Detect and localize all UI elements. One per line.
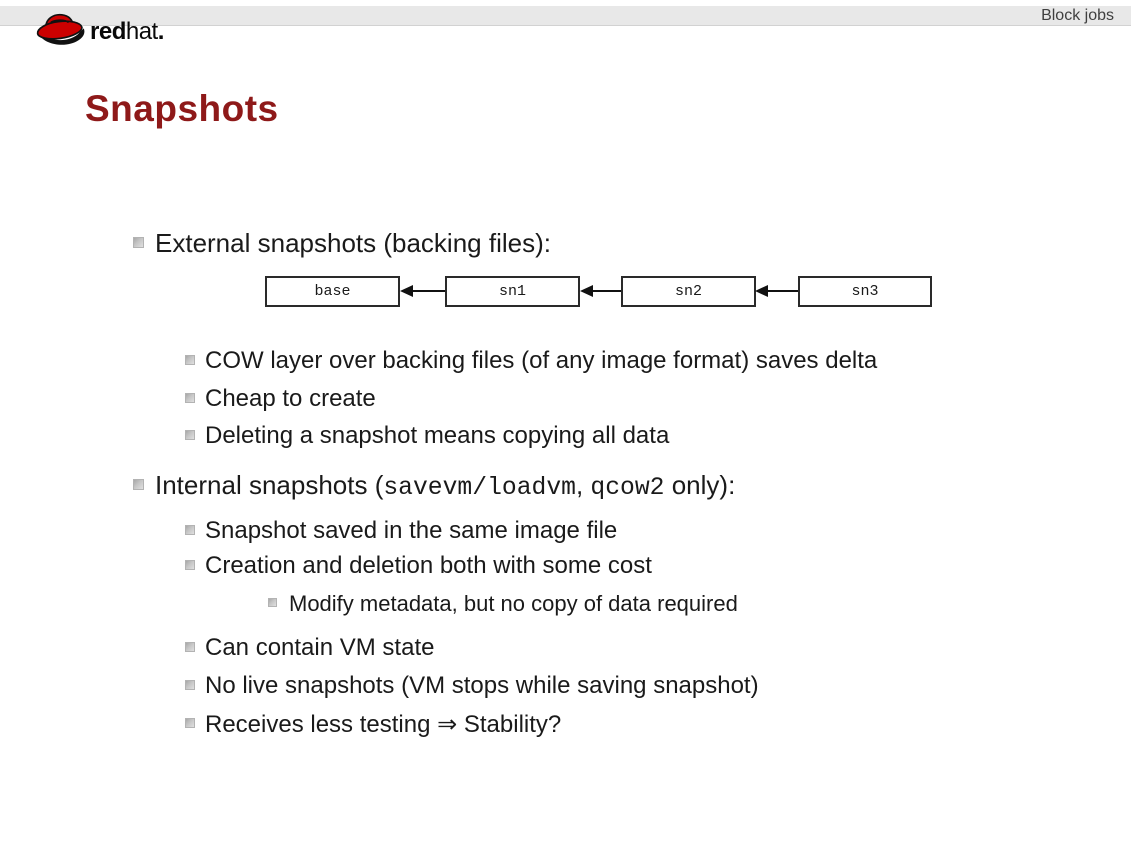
bullet-square-icon <box>185 393 195 403</box>
bullet-square-icon <box>185 355 195 365</box>
bullet-square-icon <box>133 479 144 490</box>
bullet-square-icon <box>268 598 277 607</box>
bullet-cheap-create <box>185 385 376 413</box>
mono-savevm-loadvm: savevm/loadvm <box>383 474 576 502</box>
bullet-creation-deletion-cost <box>185 552 652 580</box>
diagram-box-base: base <box>265 276 400 307</box>
bullet-label: No live snapshots (VM stops while saving snapshot) <box>205 672 759 699</box>
bullet-label: Receives less testing ⇒ Stability? <box>205 711 562 738</box>
bullet-label: Can contain VM state <box>205 634 435 661</box>
left-arrow-icon <box>755 276 798 307</box>
diagram-box-sn1: sn1 <box>445 276 580 307</box>
bullet-modify-metadata <box>268 591 738 617</box>
header-section-label: Block jobs <box>1041 7 1114 24</box>
left-arrow-icon <box>580 276 621 307</box>
bullet-square-icon <box>185 430 195 440</box>
mono-qcow2: qcow2 <box>590 474 665 502</box>
bullet-label: Creation and deletion both with some cost <box>205 552 652 579</box>
bullet-internal-snapshots <box>133 470 735 502</box>
bullet-label: External snapshots (backing files): <box>155 228 551 258</box>
diagram-box-sn2: sn2 <box>621 276 756 307</box>
bullet-square-icon <box>185 642 195 652</box>
bullet-label: COW layer over backing files (of any image format) saves delta <box>205 347 878 374</box>
bullet-square-icon <box>185 560 195 570</box>
bullet-label: Snapshot saved in the same image file <box>205 517 618 544</box>
bullet-external-snapshots <box>133 228 551 259</box>
bullet-no-live-snapshots <box>185 672 759 700</box>
bullet-deleting-snapshot <box>185 422 669 450</box>
bullet-label: Deleting a snapshot means copying all data <box>205 422 670 449</box>
bullet-same-image-file <box>185 517 617 545</box>
bullet-square-icon <box>185 718 195 728</box>
bullet-square-icon <box>185 680 195 690</box>
slide-title: Snapshots <box>85 88 279 129</box>
header-band <box>0 6 1131 26</box>
bullet-label: Modify metadata, but no copy of data required <box>289 591 738 616</box>
backing-chain-diagram <box>265 276 932 308</box>
bullet-cow-layer <box>185 347 877 375</box>
bullet-label: Cheap to create <box>205 385 376 412</box>
redhat-wordmark: redhat. <box>90 18 164 45</box>
bullet-less-testing <box>185 710 561 739</box>
bullet-label: Internal snapshots (savevm/loadvm, qcow2 only): <box>155 470 736 502</box>
bullet-vm-state <box>185 634 434 662</box>
diagram-box-sn3: sn3 <box>798 276 932 307</box>
redhat-logo <box>34 10 164 50</box>
redhat-hat-icon <box>34 10 88 50</box>
left-arrow-icon <box>400 276 445 307</box>
bullet-square-icon <box>133 237 144 248</box>
bullet-square-icon <box>185 525 195 535</box>
